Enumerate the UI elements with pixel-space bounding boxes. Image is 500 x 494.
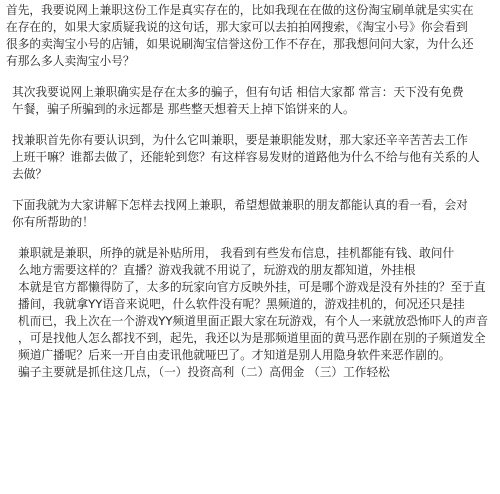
text-line: 频道广播呢？后来一开自由麦讯他就哑巴了。才知道是别人用隐身软件来恶作剧的。: [18, 348, 451, 362]
text-line: 本就是官方都懒得防了，太多的玩家向官方反映外挂，可是哪个游戏是没有外挂的？至于直: [18, 280, 486, 294]
text-line: ，可是找他人怎么都找不到，起先，我还以为是那频道里面的黄马恶作剧在别的子频道发全: [18, 331, 486, 345]
text-line: 下面我就为大家讲解下怎样去找网上兼职，希望想做兼职的朋友都能认真的看一看，会对: [12, 198, 468, 212]
paragraph-gap: [6, 183, 496, 197]
text-line: 首先，我要说网上兼职这份工作是真实存在的，比如我现在在做的这份淘宝刷单就是实实在: [6, 3, 474, 17]
text-line: 你有所帮助的！: [12, 215, 94, 229]
text-line: 午餐，骗子所骗到的永远都是 那些整天想着天上掉下馅饼来的人。: [12, 102, 355, 116]
text-line: 上班干嘛？谁都去做了，还能轮到您？有这样容易发财的道路他为什么不给与他有关系的人: [12, 150, 480, 164]
paragraph-1: [6, 2, 496, 70]
paragraph-3: [6, 132, 496, 183]
text-line: 机而已，我上次在一个游戏YY频道里面正跟大家在玩游戏，有个人一来就放恐怖吓人的声音: [18, 314, 489, 328]
text-line: 播间，我就拿YY语音来说吧，什么软件没有呢？黑频道的，游戏挂机的，何况还只是挂: [18, 297, 465, 311]
text-line: 其次我要说网上兼职确实是存在太多的骗子，但有句话 相信大家都 常言：天下没有免费: [12, 85, 464, 99]
text-line: 么地方需要这样的？直播？游戏我就不用说了，玩游戏的朋友都知道，外挂根: [18, 263, 416, 277]
text-line: 兼职就是兼职，所挣的就是补贴所用， 我看到有些发布信息，挂机都能有钱、敢问什: [18, 246, 455, 260]
text-line: 找兼职首先你有要认识到，为什么它叫兼职，要是兼职能发财，那大家还辛辛苦苦去工作: [12, 133, 468, 147]
paragraph-2: [6, 84, 496, 118]
paragraph-5: [6, 245, 496, 364]
text-line: 去做？: [12, 167, 48, 181]
text-line: 有那么多人卖淘宝小号？: [6, 54, 135, 68]
text-line: 在存在的，如果大家质疑我说的这句话，那大家可以去拍拍网搜索，《淘宝小号》你会看到: [6, 20, 468, 34]
text-line: 骗子主要就是抓住这几点，（一）投资高利（二）高佣金 （三）工作轻松: [18, 365, 390, 379]
paragraph-6: [6, 364, 496, 381]
text-line: 很多的卖淘宝小号的店铺，如果说刷淘宝信誉这份工作不存在，那我想问问大家，为什么还: [6, 37, 474, 51]
paragraph-gap: [6, 70, 496, 84]
paragraph-gap: [6, 118, 496, 132]
paragraph-4: [6, 197, 496, 231]
paragraph-gap: [6, 231, 496, 245]
